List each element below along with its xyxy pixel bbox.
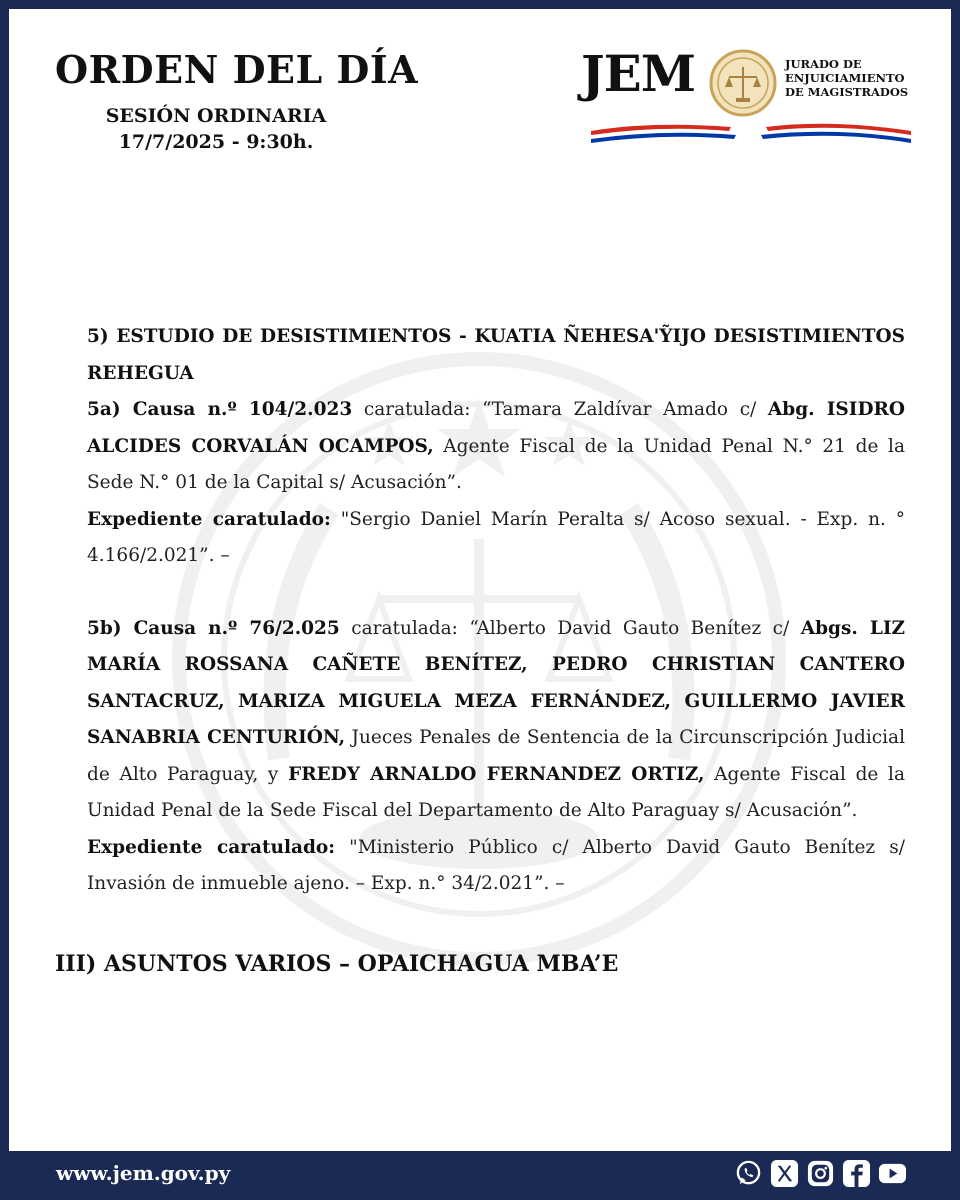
item-5a-paragraph — [87, 392, 905, 502]
instagram-icon[interactable] — [806, 1159, 835, 1188]
logo-text — [785, 57, 908, 99]
item-5a-text-1: caratulada: “Tamara Zaldívar Amado c/ — [352, 399, 768, 420]
item-5b-paragraph — [87, 611, 905, 830]
item-5b-exp-label: Expediente caratulado: — [87, 836, 336, 858]
item-5b-exp-text: "Ministerio Público c/ Alberto David Gauto Benítez s/ Invasión de inmueble ajeno. – Exp. n.° 34/2.021”. – — [87, 836, 905, 894]
document-card — [9, 9, 951, 1151]
facebook-icon[interactable] — [842, 1159, 871, 1188]
item-5b-accused-2: FREDY ARNALDO FERNANDEZ ORTIZ, — [288, 763, 705, 785]
social-icons — [734, 1159, 907, 1191]
item-5a-accused: Abg. ISIDRO ALCIDES CORVALÁN OCAMPOS, — [87, 399, 905, 457]
jem-logo — [581, 44, 911, 149]
item-5a-exp-text: "Sergio Daniel Marín Peralta s/ Acoso sexual. - Exp. n. ° 4.166/2.021”. – — [87, 508, 905, 566]
item-5b-label: 5b) Causa n.º 76/2.025 — [87, 617, 340, 639]
logo-line-3: DE MAGISTRADOS — [785, 85, 909, 99]
x-icon[interactable] — [770, 1159, 799, 1188]
item-5a-text-2: Agente Fiscal de la Unidad Penal N.° 21 de la Sede N.° 01 de la Capital s/ Acusación”. — [87, 435, 906, 493]
youtube-icon[interactable] — [878, 1159, 907, 1188]
logo-line-1: JURADO DE — [785, 57, 862, 71]
item-5a-expediente — [87, 502, 905, 575]
flag-swoosh — [581, 117, 911, 147]
item-5a-label: 5a) Causa n.º 104/2.023 — [87, 399, 353, 420]
footer — [0, 1151, 960, 1200]
section-5-heading: 5) ESTUDIO DE DESISTIMIENTOS - KUATIA ÑEHESA'ỸIJO DESISTIMIENTOS REHEGUA — [87, 326, 905, 384]
spacer — [87, 575, 905, 611]
whatsapp-icon[interactable] — [734, 1159, 763, 1188]
item-5b-text-1: caratulada: “Alberto David Gauto Benítez c/ — [339, 617, 801, 639]
item-5b-text-3: Agente Fiscal de la Unidad Penal de la Sede Fiscal del Departamento de Alto Paraguay s/ Acusación”. — [87, 763, 906, 821]
item-5b-expediente — [87, 830, 905, 903]
session-type: SESIÓN ORDINARIA — [105, 105, 327, 127]
agenda-content — [87, 319, 905, 903]
item-5a-exp-label: Expediente caratulado: — [87, 508, 331, 530]
logo-acronym: JEM — [581, 44, 696, 103]
session-datetime: 17/7/2025 - 9:30h. — [118, 131, 314, 153]
item-5b-accused-1: Abgs. LIZ MARÍA ROSSANA CAÑETE BENÍTEZ, PEDRO CHRISTIAN CANTERO SANTACRUZ, MARIZA MIGUELA MEZA FERNÁNDEZ, GUILLERMO JAVIER SANABRIA CENTURIÓN, — [87, 617, 905, 748]
logo-line-2: ENJUICIAMIENTO — [785, 71, 905, 85]
item-5b-text-2: Jueces Penales de Sentencia de la Circunscripción Judicial de Alto Paraguay, y — [87, 727, 906, 785]
website-link[interactable]: www.jem.gov.py — [56, 1161, 231, 1185]
page-title: ORDEN DEL DÍA — [55, 47, 419, 92]
justice-seal-icon — [709, 49, 777, 117]
section-3-heading: III) ASUNTOS VARIOS – OPAICHAGUA MBA’E — [55, 951, 619, 977]
